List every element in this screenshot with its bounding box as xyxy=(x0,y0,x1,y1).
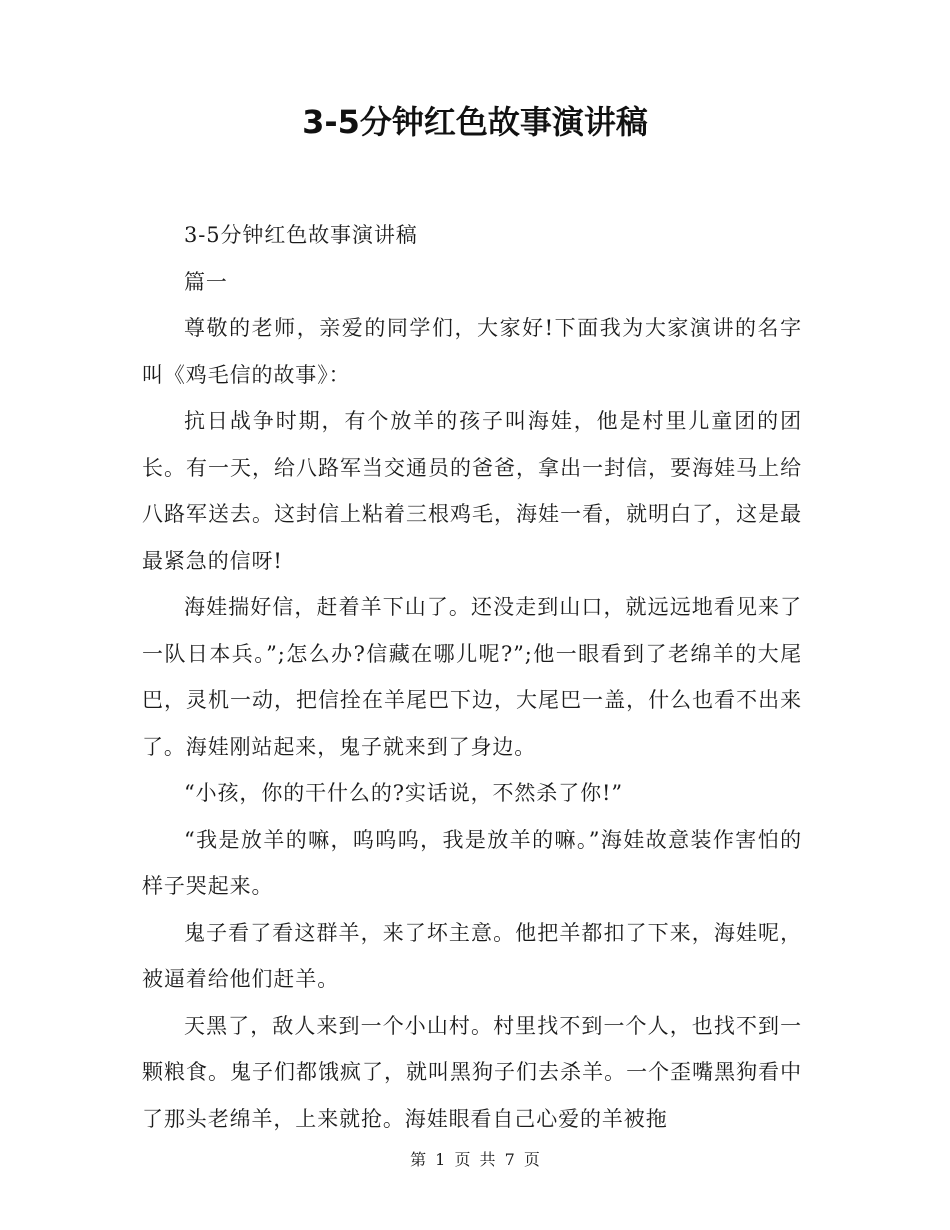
paragraph: 抗日战争时期，有个放羊的孩子叫海娃，他是村里儿童团的团长。有一天，给八路军当交通员的爸爸，拿出一封信，要海娃马上给八路军送去。这封信上粘着三根鸡毛，海娃一看，就明白了，这是最最紧急的信呀! xyxy=(142,409,802,573)
document-title: 3-5分钟红色故事演讲稿 xyxy=(302,103,648,141)
paragraph: 鬼子看了看这群羊，来了坏主意。他把羊都扣了下来，海娃呢，被逼着给他们赶羊。 xyxy=(142,920,802,991)
paragraph: 海娃揣好信，赶着羊下山了。还没走到山口，就远远地看见来了一队日本兵。”;怎么办?信藏在哪儿呢?”;他一眼看到了老绵羊的大尾巴，灵机一动，把信拴在羊尾巴下边，大尾巴一盖，什么也看不出来了。海娃刚站起来，鬼子就来到了身边。 xyxy=(142,595,802,759)
paragraph: 尊敬的老师，亲爱的同学们，大家好!下面我为大家演讲的名字叫《鸡毛信的故事》： xyxy=(142,316,802,387)
paragraph: 天黑了，敌人来到一个小山村。村里找不到一个人，也找不到一颗粮食。鬼子们都饿疯了，就叫黑狗子们去杀羊。一个歪嘴黑狗看中了那头老绵羊，上来就抢。海娃眼看自己心爱的羊被拖 xyxy=(142,1013,802,1131)
paragraph-subtitle: 3-5分钟红色故事演讲稿 xyxy=(184,223,418,247)
page-footer: 第 1 页 共 7 页 xyxy=(410,1150,540,1169)
paragraph-section-heading: 篇一 xyxy=(184,269,228,294)
document-body xyxy=(142,212,802,1142)
paragraph-dialogue: “我是放羊的嘛，呜呜呜，我是放羊的嘛。”海娃故意装作害怕的样子哭起来。 xyxy=(142,827,802,898)
paragraph-dialogue: “小孩，你的干什么的?实话说，不然杀了你!” xyxy=(184,781,623,805)
